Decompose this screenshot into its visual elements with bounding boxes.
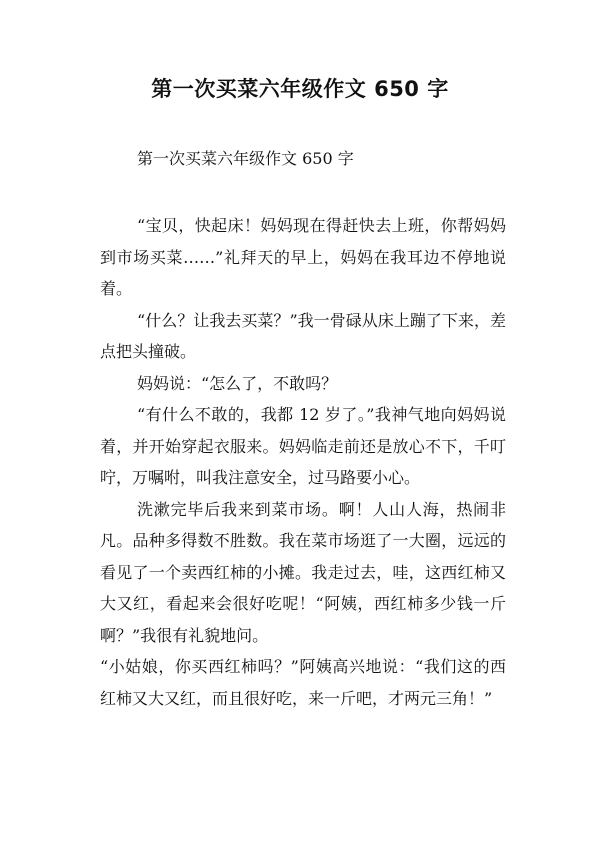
paragraph: 洗漱完毕后我来到菜市场。啊！人山人海，热闹非凡。品种多得数不胜数。我在菜市场逛了一大圈，远远的看见了一个卖西红柿的小摊。我走过去，哇，这西红柿又大又红，看起来会很好吃呢！“阿姨，西红柿多少钱一斤啊？”我很有礼貌地问。 xyxy=(100,499,506,645)
document-subtitle: 第一次买菜六年级作文 650 字 xyxy=(137,149,354,168)
document-body xyxy=(100,210,506,714)
paragraph: “什么？让我去买菜？”我一骨碌从床上蹦了下来，差点把头撞破。 xyxy=(100,310,506,361)
paragraph: “宝贝，快起床！妈妈现在得赶快去上班，你帮妈妈到市场买菜……”礼拜天的早上，妈妈在我耳边不停地说着。 xyxy=(100,216,506,298)
paragraph-last: “小姑娘，你买西红柿吗？”阿姨高兴地说：“我们这的西红柿又大又红，而且很好吃，来一斤吧，才两元三角！” xyxy=(100,657,506,708)
paragraph: “有什么不敢的，我都 12 岁了。”我神气地向妈妈说着，并开始穿起衣服来。妈妈临走前还是放心不下，千叮咛，万嘱咐，叫我注意安全，过马路要小心。 xyxy=(100,405,506,487)
paragraph: 妈妈说：“怎么了，不敢吗？ xyxy=(137,373,338,393)
document-title: 第一次买菜六年级作文 650 字 xyxy=(151,77,449,101)
